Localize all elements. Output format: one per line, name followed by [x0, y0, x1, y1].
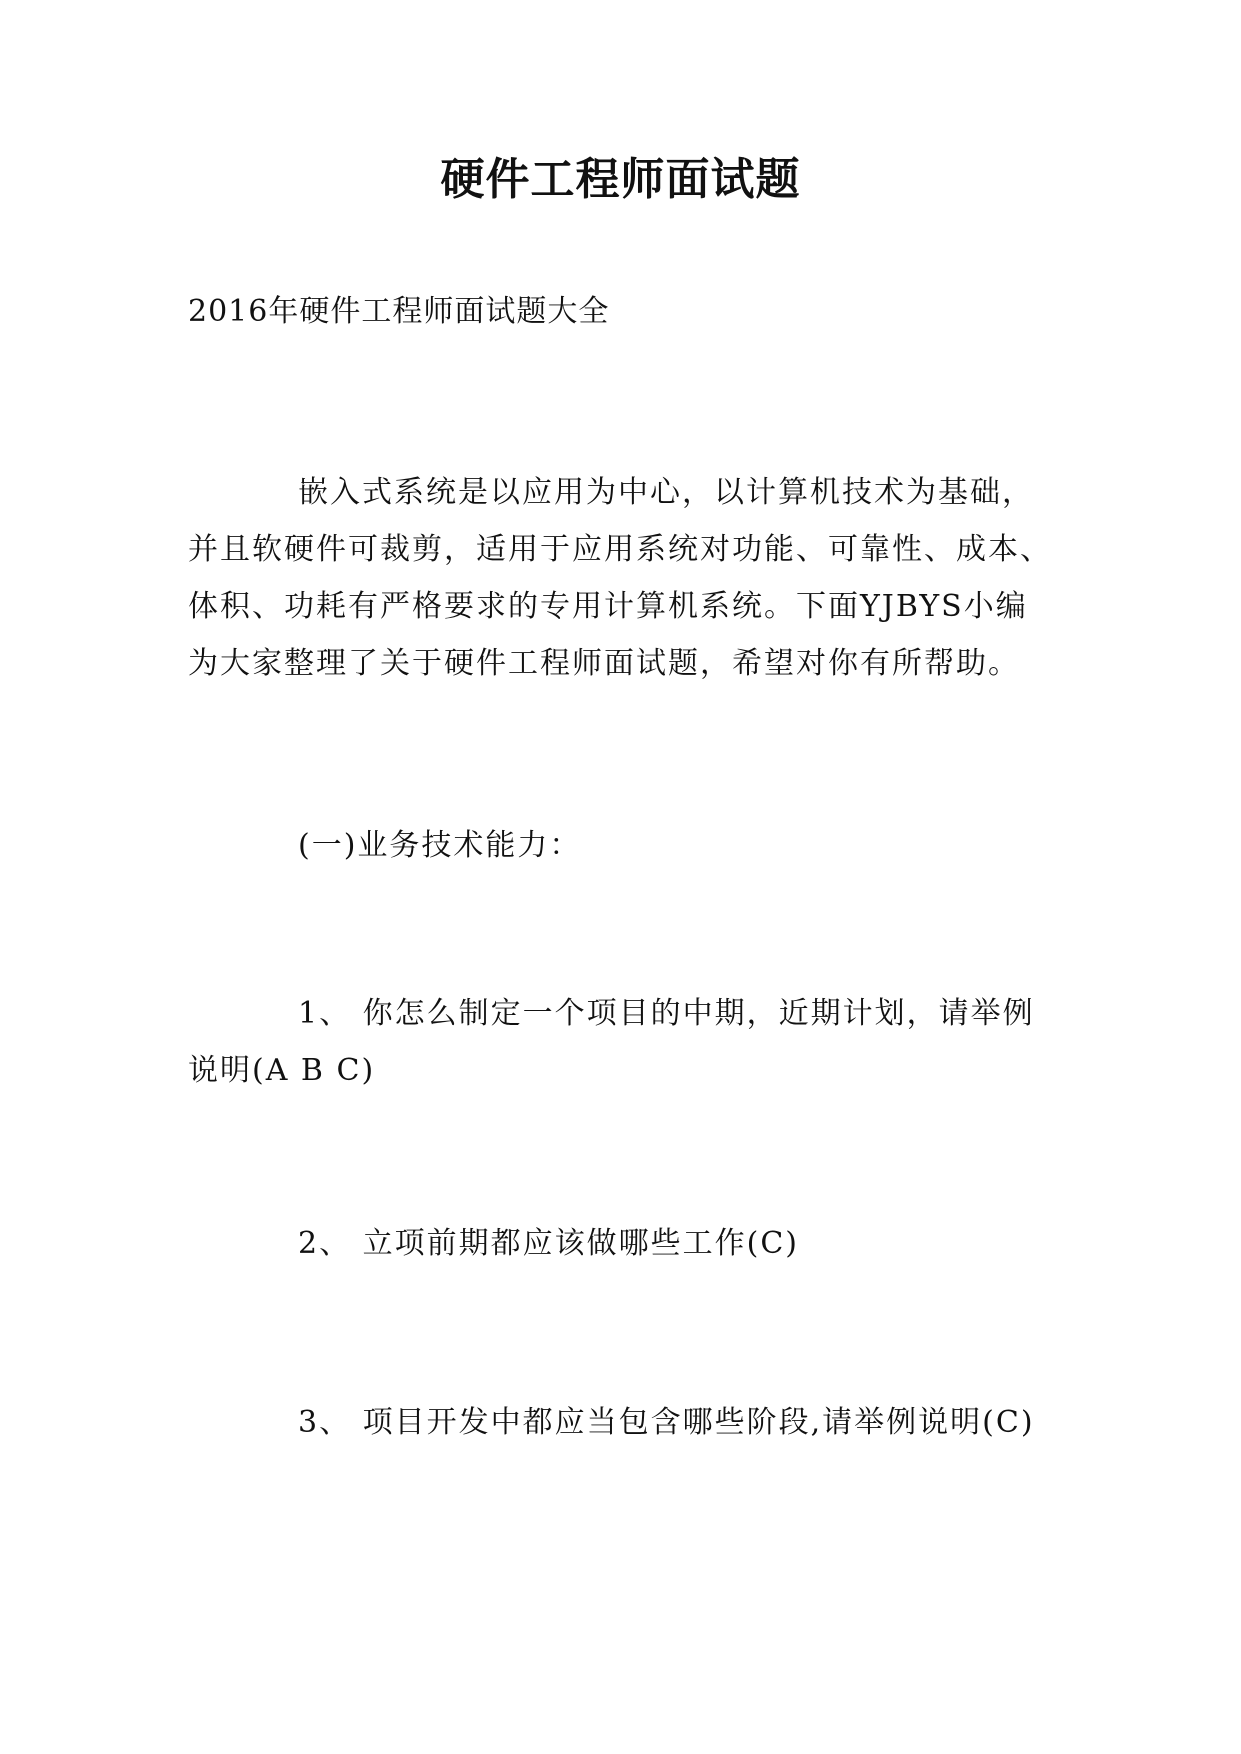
document-subtitle: 2016年硬件工程师面试题大全 — [188, 294, 610, 329]
question-line: 2、 立项前期都应该做哪些工作(C) — [298, 1226, 799, 1261]
question-line: 3、 项目开发中都应当包含哪些阶段,请举例说明(C) — [298, 1405, 1035, 1440]
question-item — [188, 1394, 1068, 1451]
intro-line: 体积、功耗有严格要求的专用计算机系统。下面YJBYS小编 — [188, 589, 1028, 624]
section-heading — [188, 817, 1068, 874]
question-line: 1、 你怎么制定一个项目的中期，近期计划，请举例 — [298, 996, 1035, 1031]
intro-line: 并且软硬件可裁剪，适用于应用系统对功能、可靠性、成本、 — [188, 532, 1052, 567]
question-item — [188, 985, 1068, 1099]
section-heading-text: (一)业务技术能力： — [298, 828, 582, 863]
document-title: 硬件工程师面试题 — [440, 154, 801, 205]
question-item — [188, 1215, 1068, 1272]
intro-line: 为大家整理了关于硬件工程师面试题，希望对你有所帮助。 — [188, 646, 1020, 681]
intro-line: 嵌入式系统是以应用为中心，以计算机技术为基础， — [298, 475, 1034, 510]
intro-paragraph — [188, 464, 1068, 692]
question-line: 说明(A B C) — [188, 1053, 376, 1088]
